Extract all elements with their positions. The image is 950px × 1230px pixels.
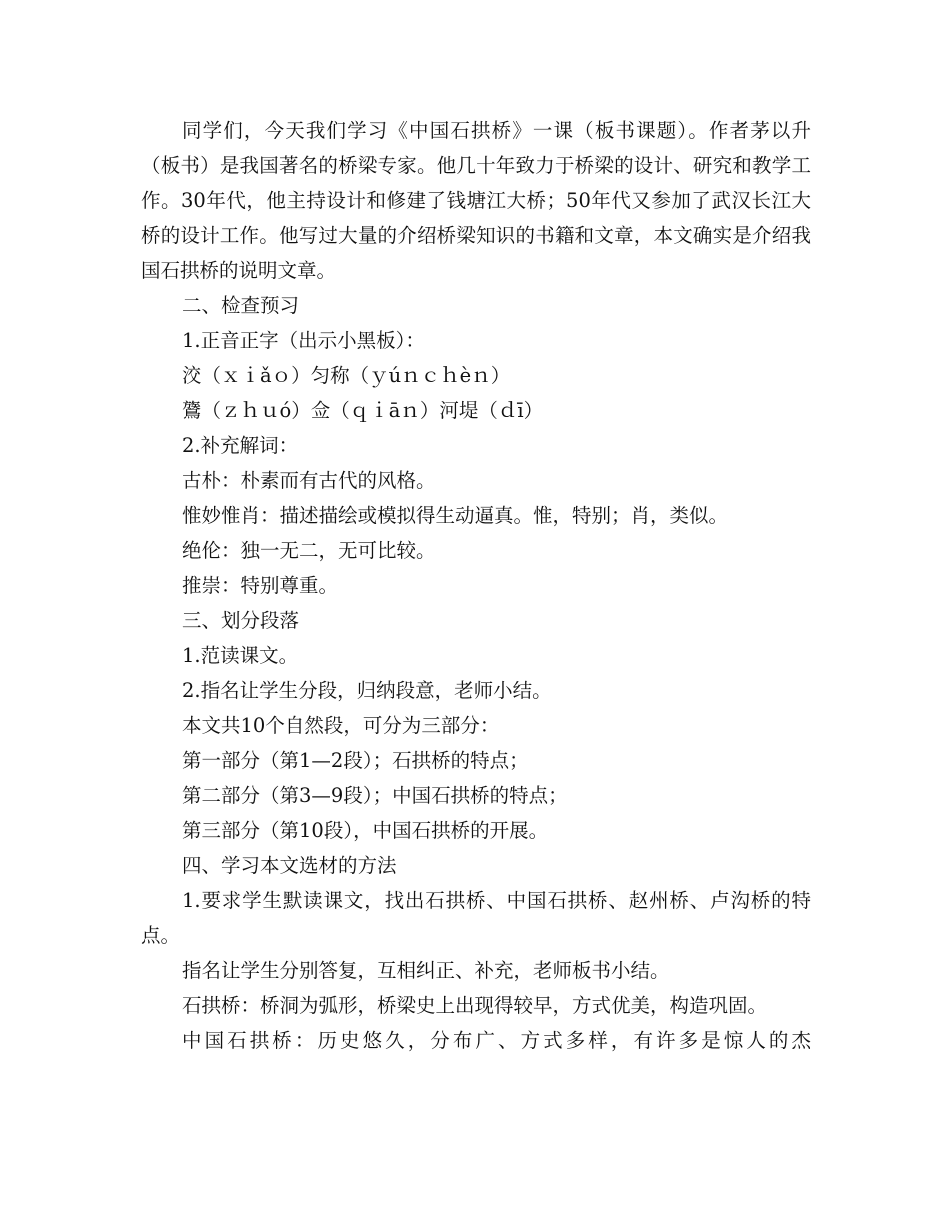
list-item: 1.范读课文。 — [182, 644, 299, 667]
list-item: 绝伦：独一无二，无可比较。 — [182, 539, 436, 562]
list-item: 推崇：特别尊重。 — [182, 574, 339, 597]
list-item: 第三部分（第10段），中国石拱桥的开展。 — [182, 819, 549, 842]
list-item: 石拱桥：桥洞为弧形，桥梁史上出现得较早，方式优美，构造巩固。 — [182, 994, 768, 1017]
list-item: 古朴：朴素而有古代的风格。 — [182, 469, 436, 492]
list-item: 鷟（ｚｈｕó）佥（ｑｉāｎ）河堤（ｄī） — [182, 399, 544, 422]
list-item: 1.正音正字（出示小黑板）： — [182, 329, 425, 352]
list-item: 洨（ｘｉǎｏ）匀称（ｙúｎｃｈèｎ） — [182, 364, 511, 387]
list-item: 2.指名让学生分段，归纳段意，老师小结。 — [182, 679, 552, 702]
list-item: 惟妙惟肖：描述描绘或模拟得生动逼真。惟，特别；肖，类似。 — [182, 504, 729, 527]
document-body — [141, 113, 811, 1058]
heading-divide-paragraphs: 三、划分段落 — [182, 609, 300, 632]
list-item: 2.补充解词： — [182, 434, 299, 457]
list-item: 第二部分（第3—9段）；中国石拱桥的特点； — [182, 784, 568, 807]
list-item: 本文共10个自然段，可分为三部分： — [182, 714, 500, 737]
heading-learning-method: 四、学习本文选材的方法 — [182, 854, 397, 877]
list-item: 1.要求学生默读课文，找出石拱桥、中国石拱桥、赵州桥、卢沟桥的特点。 — [141, 889, 811, 947]
heading-check-preview: 二、检查预习 — [182, 294, 300, 317]
list-item: 第一部分（第1—2段）；石拱桥的特点； — [182, 749, 529, 772]
paragraph-intro: 同学们，今天我们学习《中国石拱桥》一课（板书课题）。作者茅以升（板书）是我国著名的桥梁专家。他几十年致力于桥梁的设计、研究和教学工作。30年代，他主持设计和修建了钱塘江大桥；50年代又参加了武汉长江大桥的设计工作。他写过大量的介绍桥梁知识的书籍和文章，本文确实是介绍我国石拱桥的说明文章。 — [141, 119, 811, 282]
list-item: 指名让学生分别答复，互相纠正、补充，老师板书小结。 — [182, 959, 670, 982]
list-item: 中国石拱桥：历史悠久，分布广、方式多样，有许多是惊人的杰 — [182, 1029, 811, 1052]
